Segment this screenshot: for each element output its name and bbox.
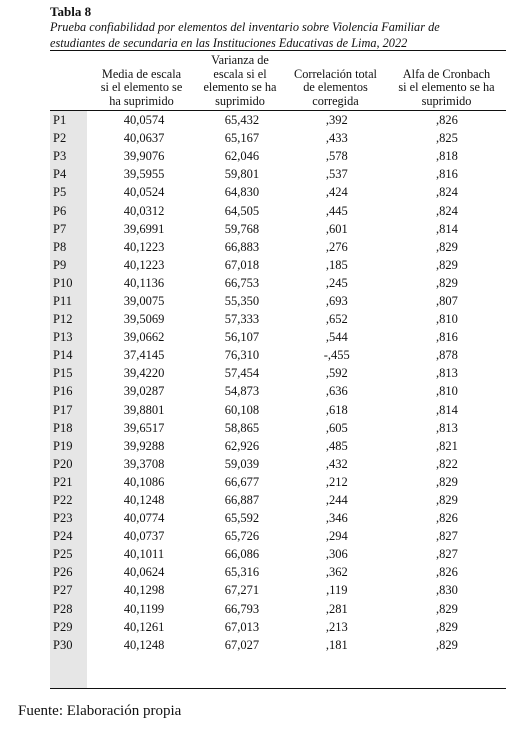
table-row xyxy=(50,437,506,455)
table-caption-line-2: estudiantes de secundaria en las Instituciones Educativas de Lima, 2022 xyxy=(50,36,408,50)
row-id: P19 xyxy=(53,438,73,453)
header-varianza-line-1: Varianza de xyxy=(211,53,269,67)
cell-alfa: ,878 xyxy=(436,348,458,363)
cell-alfa: ,829 xyxy=(436,474,458,489)
row-id: P20 xyxy=(53,456,73,471)
cell-media: 40,1086 xyxy=(123,474,165,489)
table-row xyxy=(50,581,506,599)
cell-media: 40,0524 xyxy=(123,185,165,200)
table-row xyxy=(50,238,506,256)
table-number: Tabla 8 xyxy=(50,4,92,19)
cell-correlacion: ,605 xyxy=(325,420,348,435)
header-correlacion xyxy=(284,52,387,108)
table-row xyxy=(50,274,506,292)
cell-media: 40,1261 xyxy=(123,619,165,634)
row-id: P4 xyxy=(53,167,67,182)
cell-varianza: 57,333 xyxy=(224,312,260,327)
row-id: P23 xyxy=(53,511,73,526)
cell-varianza: 67,018 xyxy=(224,257,260,272)
header-media-line-3: ha suprimido xyxy=(109,93,174,108)
cell-media: 40,1199 xyxy=(123,601,165,616)
row-id: P6 xyxy=(53,203,67,218)
cell-alfa: ,829 xyxy=(436,619,458,634)
table-row xyxy=(50,491,506,509)
header-alfa-line-2: si el elemento se ha xyxy=(398,80,495,94)
cell-media: 40,1136 xyxy=(123,275,165,290)
table-row xyxy=(50,401,506,419)
cell-varianza: 59,039 xyxy=(224,456,260,471)
cell-varianza: 55,350 xyxy=(224,293,260,308)
cell-varianza: 67,027 xyxy=(224,637,260,652)
row-id: P30 xyxy=(53,637,73,652)
cell-media: 40,1248 xyxy=(123,637,165,652)
cell-correlacion: ,276 xyxy=(325,239,348,254)
header-varianza-line-4: suprimido xyxy=(215,93,265,108)
cell-correlacion: ,693 xyxy=(325,293,348,308)
cell-correlacion: ,578 xyxy=(325,149,348,164)
row-id: P27 xyxy=(53,583,73,598)
table-row xyxy=(50,183,506,201)
row-id: P7 xyxy=(53,221,67,236)
cell-alfa: ,816 xyxy=(436,330,458,345)
cell-alfa: ,827 xyxy=(436,547,458,562)
cell-varianza: 67,013 xyxy=(224,619,260,634)
cell-alfa: ,826 xyxy=(436,511,458,526)
cell-alfa: ,826 xyxy=(436,113,458,128)
header-media-line-1: Media de escala xyxy=(101,66,182,81)
row-id: P2 xyxy=(53,131,67,146)
table-row xyxy=(50,256,506,274)
cell-media: 39,9288 xyxy=(123,438,165,453)
cell-alfa: ,827 xyxy=(436,529,458,544)
cell-correlacion: ,433 xyxy=(325,131,348,146)
table-row xyxy=(50,382,506,400)
table-row xyxy=(50,563,506,581)
table-row xyxy=(50,545,506,563)
cell-varianza: 66,883 xyxy=(224,239,260,254)
row-id: P16 xyxy=(53,384,73,399)
cell-alfa: ,830 xyxy=(436,583,458,598)
row-id: P14 xyxy=(53,348,73,363)
row-id: P10 xyxy=(53,275,73,290)
row-id: P8 xyxy=(53,239,67,254)
cell-media: 40,0574 xyxy=(123,113,165,128)
cell-correlacion: ,592 xyxy=(325,366,348,381)
cell-varianza: 66,793 xyxy=(224,601,260,616)
cell-alfa: ,810 xyxy=(436,384,458,399)
table-row xyxy=(50,328,506,346)
row-id: P11 xyxy=(53,293,72,308)
cell-correlacion: ,181 xyxy=(325,637,348,652)
cell-varianza: 60,108 xyxy=(224,402,260,417)
cell-correlacion: ,362 xyxy=(325,565,348,580)
reliability-table xyxy=(50,111,506,654)
header-correlacion-line-3: corregida xyxy=(312,93,359,108)
cell-varianza: 56,107 xyxy=(224,330,260,345)
cell-varianza: 57,454 xyxy=(224,366,260,381)
row-id: P1 xyxy=(53,113,67,128)
cell-varianza: 66,753 xyxy=(224,275,260,290)
cell-correlacion: ,618 xyxy=(325,402,348,417)
cell-alfa: ,814 xyxy=(436,221,458,236)
cell-correlacion: ,601 xyxy=(325,221,348,236)
table-row xyxy=(50,455,506,473)
cell-media: 40,0774 xyxy=(123,511,165,526)
header-correlacion-line-2: de elementos xyxy=(303,80,368,94)
row-id: P25 xyxy=(53,547,73,562)
cell-correlacion: ,485 xyxy=(325,438,348,453)
cell-alfa: ,829 xyxy=(436,493,458,508)
cell-media: 40,1248 xyxy=(123,493,165,508)
table-row xyxy=(50,147,506,165)
cell-media: 40,0312 xyxy=(123,203,165,218)
cell-alfa: ,814 xyxy=(436,402,458,417)
table-row xyxy=(50,220,506,238)
table-row xyxy=(50,473,506,491)
cell-media: 39,8801 xyxy=(123,402,165,417)
cell-media: 40,1298 xyxy=(123,583,165,598)
cell-media: 39,6991 xyxy=(123,221,165,236)
cell-correlacion: ,432 xyxy=(325,456,348,471)
header-correlacion-line-1: Correlación total xyxy=(294,66,377,81)
cell-correlacion: ,306 xyxy=(325,547,348,562)
cell-varianza: 62,926 xyxy=(224,438,260,453)
cell-media: 39,0662 xyxy=(123,330,165,345)
cell-correlacion: ,212 xyxy=(325,474,348,489)
row-id: P3 xyxy=(53,149,67,164)
table-row xyxy=(50,419,506,437)
table-row xyxy=(50,600,506,618)
table-row xyxy=(50,111,506,129)
header-alfa-line-1: Alfa de Cronbach xyxy=(402,66,491,81)
cell-media: 39,6517 xyxy=(123,420,165,435)
table-row xyxy=(50,527,506,545)
cell-media: 39,0287 xyxy=(123,384,165,399)
cell-media: 39,4220 xyxy=(123,366,165,381)
cell-varianza: 67,271 xyxy=(224,583,260,598)
row-id: P28 xyxy=(53,601,73,616)
cell-varianza: 54,873 xyxy=(224,384,260,399)
cell-media: 40,1223 xyxy=(123,257,165,272)
cell-media: 40,0624 xyxy=(123,565,165,580)
cell-correlacion: ,281 xyxy=(325,601,348,616)
cell-correlacion: ,244 xyxy=(325,493,348,508)
cell-correlacion: ,445 xyxy=(325,203,348,218)
header-alfa xyxy=(387,52,506,108)
cell-correlacion: ,544 xyxy=(325,330,348,345)
cell-varianza: 59,801 xyxy=(224,167,260,182)
cell-correlacion: ,652 xyxy=(325,312,348,327)
cell-alfa: ,816 xyxy=(436,167,458,182)
cell-alfa: ,829 xyxy=(436,275,458,290)
cell-alfa: ,825 xyxy=(436,131,458,146)
row-id: P17 xyxy=(53,402,73,417)
cell-media: 40,0737 xyxy=(123,529,165,544)
cell-alfa: ,829 xyxy=(436,637,458,652)
row-id: P26 xyxy=(53,565,73,580)
cell-varianza: 58,865 xyxy=(224,420,260,435)
row-id: P22 xyxy=(53,493,73,508)
cell-alfa: ,826 xyxy=(436,565,458,580)
cell-alfa: ,829 xyxy=(436,239,458,254)
header-varianza-line-3: elemento se ha xyxy=(203,80,277,94)
cell-media: 37,4145 xyxy=(123,348,165,363)
cell-varianza: 59,768 xyxy=(224,221,260,236)
cell-media: 39,5955 xyxy=(123,167,165,182)
cell-alfa: ,822 xyxy=(436,456,458,471)
row-id: P5 xyxy=(53,185,67,200)
table-row xyxy=(50,346,506,364)
cell-media: 40,0637 xyxy=(123,131,165,146)
table-title-block xyxy=(50,4,506,51)
cell-varianza: 64,505 xyxy=(224,203,260,218)
cell-alfa: ,829 xyxy=(436,257,458,272)
table-caption-line-1: Prueba confiabilidad por elementos del inventario sobre Violencia Familiar de xyxy=(50,20,440,34)
source-note: Fuente: Elaboración propia xyxy=(18,703,182,719)
row-id: P18 xyxy=(53,420,73,435)
header-media-line-2: si el elemento se xyxy=(100,80,183,94)
header-varianza-line-2: escala si el xyxy=(213,66,267,81)
cell-media: 39,3708 xyxy=(123,456,165,471)
table-row xyxy=(50,310,506,328)
row-id: P29 xyxy=(53,619,73,634)
cell-varianza: 66,887 xyxy=(224,493,260,508)
cell-media: 39,0075 xyxy=(123,293,165,308)
table-top-rule xyxy=(50,50,506,51)
cell-correlacion: ,213 xyxy=(325,619,348,634)
cell-correlacion: ,119 xyxy=(326,583,348,598)
cell-alfa: ,824 xyxy=(436,185,458,200)
cell-media: 40,1011 xyxy=(123,547,165,562)
table-row xyxy=(50,618,506,636)
cell-correlacion: ,537 xyxy=(325,167,348,182)
cell-media: 40,1223 xyxy=(123,239,165,254)
cell-correlacion: ,185 xyxy=(325,257,348,272)
header-varianza xyxy=(196,52,284,108)
header-media xyxy=(87,52,196,108)
cell-alfa: ,821 xyxy=(436,438,458,453)
cell-correlacion: ,392 xyxy=(325,113,348,128)
row-id: P13 xyxy=(53,330,73,345)
cell-varianza: 64,830 xyxy=(224,185,260,200)
cell-varianza: 66,677 xyxy=(224,474,260,489)
cell-correlacion: ,424 xyxy=(325,185,348,200)
table-row xyxy=(50,636,506,654)
table-row xyxy=(50,364,506,382)
cell-correlacion: ,245 xyxy=(325,275,348,290)
cell-varianza: 65,592 xyxy=(224,511,260,526)
header-alfa-line-3: suprimido xyxy=(421,93,472,108)
cell-varianza: 65,167 xyxy=(224,131,260,146)
cell-alfa: ,829 xyxy=(436,601,458,616)
cell-varianza: 65,432 xyxy=(224,113,260,128)
cell-alfa: ,813 xyxy=(436,366,458,381)
row-id: P15 xyxy=(53,366,73,381)
cell-alfa: ,807 xyxy=(436,293,458,308)
cell-alfa: ,813 xyxy=(436,420,458,435)
cell-correlacion: ,636 xyxy=(325,384,348,399)
row-id: P24 xyxy=(53,529,73,544)
cell-alfa: ,818 xyxy=(436,149,458,164)
cell-correlacion: ,294 xyxy=(325,529,348,544)
cell-varianza: 66,086 xyxy=(224,547,260,562)
table-row xyxy=(50,509,506,527)
row-id: P21 xyxy=(53,474,73,489)
cell-correlacion: -,455 xyxy=(323,348,350,363)
cell-correlacion: ,346 xyxy=(325,511,348,526)
row-id: P9 xyxy=(53,257,67,272)
cell-varianza: 65,726 xyxy=(224,529,260,544)
cell-alfa: ,824 xyxy=(436,203,458,218)
table-bottom-rule xyxy=(50,688,506,689)
cell-alfa: ,810 xyxy=(436,312,458,327)
row-id: P12 xyxy=(53,312,73,327)
cell-media: 39,5069 xyxy=(123,312,165,327)
table-row xyxy=(50,129,506,147)
cell-varianza: 62,046 xyxy=(224,149,260,164)
table-body xyxy=(50,111,506,654)
cell-varianza: 65,316 xyxy=(224,565,260,580)
table-row xyxy=(50,201,506,219)
cell-media: 39,9076 xyxy=(123,149,165,164)
table-row xyxy=(50,292,506,310)
table-row xyxy=(50,165,506,183)
cell-varianza: 76,310 xyxy=(224,348,260,363)
